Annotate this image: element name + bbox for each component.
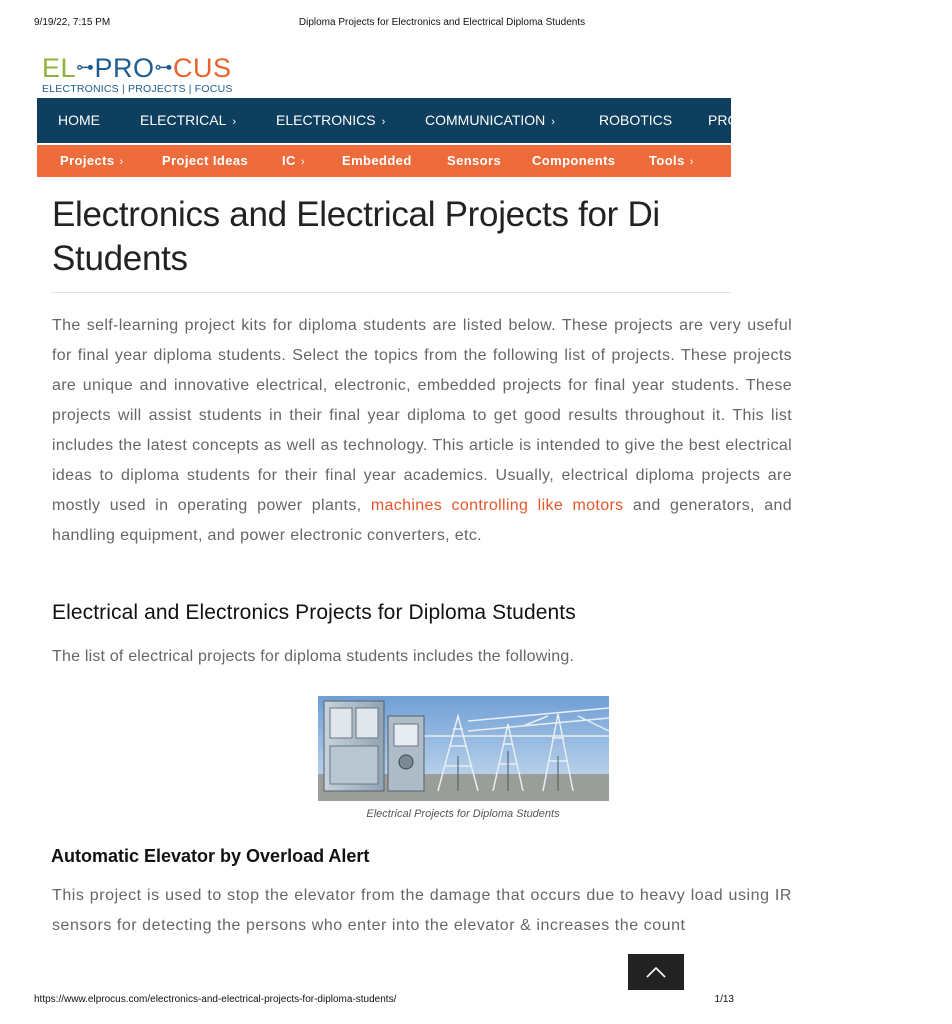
chevron-right-icon: ›	[689, 156, 694, 168]
logo-wordmark	[42, 53, 242, 82]
subnav-item-label: Components	[532, 153, 616, 168]
sub-nav	[37, 145, 731, 177]
subnav-item-label: Embedded	[342, 153, 412, 168]
project-heading: Automatic Elevator by Overload Alert	[51, 846, 370, 866]
subnav-item-label: Sensors	[447, 153, 502, 168]
subnav-item-label: Tools	[649, 153, 685, 168]
section-heading: Electrical and Electronics Projects for Diploma Students	[52, 601, 576, 624]
nav-item-pro[interactable]	[708, 98, 738, 143]
print-page-number: 1/13	[714, 994, 734, 1005]
logo-part-pro: PRO	[94, 53, 155, 83]
logo-part-el: EL	[42, 53, 77, 83]
link-icon: ⊶	[76, 57, 95, 77]
list-intro-text: The list of electrical projects for diploma students includes the following.	[52, 648, 575, 665]
subnav-item-label: IC	[282, 153, 296, 168]
nav-item-label: PRO	[708, 112, 739, 128]
print-url: https://www.elprocus.com/electronics-and-electrical-projects-for-diploma-students/	[34, 994, 397, 1005]
nav-item-label: HOME	[58, 112, 100, 128]
chevron-right-icon: ›	[300, 156, 305, 168]
motor-control-link[interactable]: machines controlling like motors	[370, 497, 624, 514]
intro-paragraph	[52, 311, 792, 551]
site-logo[interactable]	[42, 53, 242, 95]
subnav-item-label: Project Ideas	[162, 153, 249, 168]
chevron-up-icon	[628, 954, 684, 990]
nav-item-label: ELECTRICAL	[140, 112, 227, 128]
page-title-line2: Students	[52, 239, 188, 278]
electrical-projects-image	[318, 696, 609, 801]
print-datetime: 9/19/22, 7:15 PM	[34, 17, 111, 28]
nav-item-home[interactable]	[58, 98, 100, 143]
intro-text-start: The self-learning project kits for diploma students are listed below. These projects are very useful for final year diploma students. Select the topics from the following list of projects. These projects are unique and innovative electrical, electronic, embedded projects for final year students. These projects will assist students in their final year diploma to get good results throughout it. This list includes the latest concepts as well as technology. This article is intended to give the best electrical ideas to diploma students for their final year academics. Usually, electrical diploma projects are mostly used in operating power plants,	[52, 317, 792, 514]
print-doc-title: Diploma Projects for Electronics and Electrical Diploma Students	[298, 17, 586, 28]
chevron-right-icon: ›	[119, 156, 124, 168]
nav-item-electronics[interactable]	[276, 98, 385, 143]
chevron-right-icon: ›	[551, 116, 555, 128]
nav-item-robotics[interactable]	[599, 98, 672, 143]
nav-item-label: ROBOTICS	[599, 112, 673, 128]
title-divider	[51, 292, 731, 293]
page-title	[52, 193, 952, 281]
link-icon: ⊶	[154, 57, 174, 77]
subnav-item-components[interactable]	[532, 145, 615, 177]
print-header	[0, 17, 768, 31]
nav-item-label: ELECTRONICS	[276, 112, 376, 128]
image-caption: Electrical Projects for Diploma Students	[366, 808, 560, 820]
intro-text-end: and generators, and handling equipment, and power electronic converters, etc.	[52, 497, 792, 544]
main-nav	[37, 98, 739, 143]
nav-item-label: COMMUNICATION	[425, 112, 546, 128]
logo-part-cus: CUS	[173, 53, 232, 83]
logo-tagline: ELECTRONICS | PROJECTS | FOCUS	[42, 83, 233, 95]
subnav-item-label: Projects	[60, 153, 115, 168]
subnav-item-embedded[interactable]	[342, 145, 412, 177]
project-description: This project is used to stop the elevator from the damage that occurs due to heavy load using IR sensors for detecting the persons who enter into the elevator & increases the count	[52, 887, 792, 934]
nav-item-communication[interactable]	[425, 98, 555, 143]
article-content	[51, 190, 792, 990]
subnav-item-ic[interactable]	[282, 145, 305, 177]
nav-item-electrical[interactable]	[140, 98, 236, 143]
subnav-item-project-ideas[interactable]	[162, 145, 248, 177]
subnav-item-projects[interactable]	[60, 145, 124, 177]
back-to-top-button[interactable]	[628, 954, 684, 990]
chevron-right-icon: ›	[232, 116, 237, 128]
chevron-right-icon: ›	[381, 116, 386, 128]
subnav-item-sensors[interactable]	[447, 145, 501, 177]
page-title-line1: Electronics and Electrical Projects for Di	[52, 195, 660, 234]
subnav-item-tools[interactable]	[649, 145, 694, 177]
